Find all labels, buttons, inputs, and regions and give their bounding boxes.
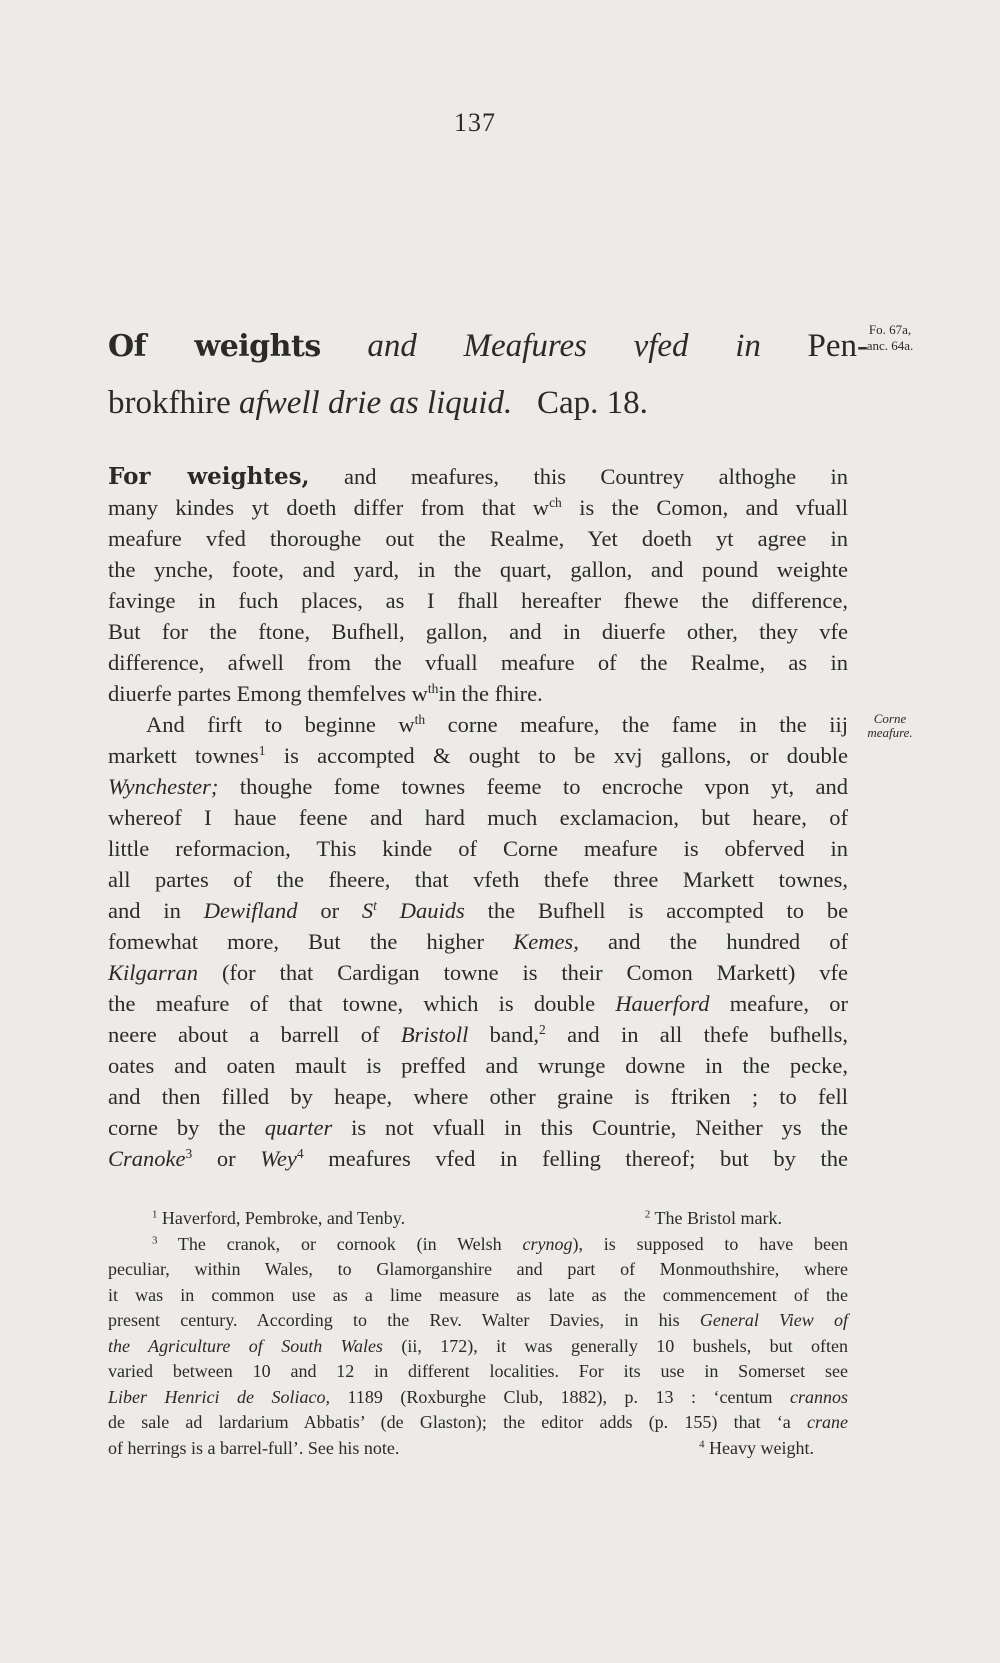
text-span: And firft to beginne w <box>146 712 415 737</box>
title-line <box>108 375 868 431</box>
text-span: corne by the <box>108 1115 246 1140</box>
chapter-number: Cap. 18. <box>536 385 648 421</box>
italic-span: crane <box>807 1412 849 1432</box>
folio-note-line: Fo. 67a, <box>868 322 912 337</box>
italic-span: crannos <box>790 1386 849 1407</box>
corne-note-line: Corne <box>873 711 907 726</box>
text-line: But for the ftone, Bufhell, gallon, and in diuerfe other, they vfe <box>108 619 848 644</box>
italic-span: Kilgarran <box>108 960 199 985</box>
footnote-ref[interactable]: 3 <box>185 1145 193 1161</box>
italic-span: Wynchester; <box>108 774 219 799</box>
text-line <box>108 1143 848 1174</box>
italic-span: Liber Henrici de Soliaco, <box>108 1386 330 1407</box>
footnote-line <box>108 1385 848 1411</box>
title-italic: afwell drie as liquid. <box>239 385 513 421</box>
text-span: diuerfe partes Emong themfelves w <box>108 681 428 706</box>
text-line: all partes of the fheere, that vfeth thefe three Markett townes, <box>108 867 848 892</box>
footnote-3 <box>108 1232 848 1258</box>
text-span: the meafure of that towne, which is double <box>108 991 596 1016</box>
footnote-line <box>108 1334 848 1360</box>
text-line <box>108 988 848 1019</box>
text-span: (for that Cardigan towne is their Comon Markett) vfe <box>221 960 849 985</box>
text-span: and meafures, this Countrey althoghe in <box>344 464 848 489</box>
title-roman: brokfhire <box>108 385 231 421</box>
text-span: thoughe fome townes feeme to encroche vpon yt, and <box>239 774 849 799</box>
text-line <box>108 678 848 709</box>
italic-span: Hauerford <box>615 991 710 1016</box>
italic-span: General View of <box>699 1310 848 1330</box>
italic-span: quarter <box>264 1115 333 1140</box>
text-span: neere about a barrell of <box>108 1022 380 1047</box>
text-line: difference, afwell from the vfuall meafure of the Realme, as in <box>108 650 848 675</box>
footnote-1 <box>152 1206 405 1232</box>
footnote-number: 3 <box>152 1234 158 1247</box>
text-span: 1189 (Roxburghe Club, 1882), p. 13 : ‘centum <box>347 1386 773 1407</box>
italic-span: Dewifland <box>203 898 298 923</box>
text-span: band, <box>489 1022 540 1047</box>
text-span: de sale ad lardarium Abbatis’ (de Glaston); the editor adds (p. 155) that ‘a <box>108 1412 791 1432</box>
text-line: little reformacion, This kinde of Corne meafure is obferved in <box>108 836 848 861</box>
superscript: th <box>414 711 426 727</box>
text-span: the Bufhell is accompted to be <box>487 898 849 923</box>
text-span: and the hundred of <box>608 929 848 954</box>
text-span: is accompted & ought to be xvj gallons, or double <box>283 743 848 768</box>
text-span: in the fhire. <box>438 681 543 706</box>
text-span: (ii, 172), it was generally 10 bushels, but often <box>401 1335 848 1356</box>
footnote-line: of herrings is a barrel-full’. See his note. <box>108 1437 400 1458</box>
text-span: corne meafure, the fame in the iij <box>447 712 848 737</box>
italic-span: Cranoke <box>108 1146 186 1171</box>
footnote-row <box>108 1206 848 1232</box>
text-line: the ynche, foote, and yard, in the quart, gallon, and pound weighte <box>108 557 848 582</box>
text-line <box>108 895 848 926</box>
text-line <box>108 1112 848 1143</box>
text-span: markett townes <box>108 743 259 768</box>
text-span: is not vfuall in this Countrie, Neither ys the <box>351 1115 849 1140</box>
footnote-line: varied between 10 and 12 in different localities. For its use in Somerset see <box>108 1361 848 1381</box>
corne-margin-note <box>855 712 925 740</box>
superscript: ch <box>549 494 562 510</box>
footnote-2 <box>645 1206 782 1232</box>
text-line: whereof I haue feene and hard much exclamacion, but heare, of <box>108 805 848 830</box>
text-line <box>108 740 848 771</box>
text-span: many kindes yt doeth differ from that w <box>108 495 550 520</box>
italic-span: S <box>361 898 374 923</box>
text-line <box>108 771 848 802</box>
footnote-text: The Bristol mark. <box>654 1208 782 1228</box>
footnote-4 <box>699 1436 814 1462</box>
text-span: and in all thefe bufhells, <box>567 1022 849 1047</box>
footnote-number: 1 <box>152 1208 158 1221</box>
italic-span: Wey <box>260 1146 297 1171</box>
footnote-row <box>108 1436 848 1462</box>
text-span: ), is supposed to have been <box>572 1233 848 1254</box>
text-span: or <box>216 1146 236 1171</box>
text-span: or <box>320 898 340 923</box>
footnote-line: peculiar, within Wales, to Glamorganshire and part of Monmouthshire, where <box>108 1259 848 1279</box>
footnote-number: 4 <box>699 1438 705 1451</box>
footnotes <box>108 1206 848 1461</box>
footnote-text: Heavy weight. <box>709 1437 814 1458</box>
text-line: meafure vfed thoroughe out the Realme, Yet doeth yt agree in <box>108 526 848 551</box>
paragraph-lead: For weightes, <box>108 463 310 490</box>
text-span: is the Comon, and vfuall <box>579 495 848 520</box>
text-line: oates and oaten mault is preffed and wrunge downe in the pecke, <box>108 1053 848 1078</box>
italic-span: crynog <box>522 1233 573 1254</box>
text-line: favinge in fuch places, as I fhall hereafter fhewe the difference, <box>108 588 848 613</box>
title-roman: Pen- <box>807 328 869 364</box>
text-span: fomewhat more, But the higher <box>108 929 485 954</box>
text-line: and then filled by heape, where other graine is ftriken ; to fell <box>108 1084 848 1109</box>
title-italic: and Meafures vfed in <box>367 328 761 364</box>
superscript: th <box>427 680 439 696</box>
text-line <box>108 492 848 523</box>
footnote-line <box>108 1410 848 1436</box>
folio-note-line: anc. 64a. <box>866 338 914 353</box>
text-line <box>108 461 848 492</box>
footnote-ref[interactable]: 4 <box>296 1145 304 1161</box>
text-span: The cranok, or cornook (in Welsh <box>177 1233 502 1254</box>
text-span: meafures vfed in felling thereof; but by the <box>328 1146 849 1171</box>
italic-span: Dauids <box>399 898 465 923</box>
text-line <box>108 957 848 988</box>
footnote-number: 2 <box>644 1208 651 1221</box>
text-span: meafure, or <box>729 991 849 1016</box>
text-span: present century. According to the Rev. Walter Davies, in his <box>108 1310 680 1330</box>
page-number: 137 <box>454 108 496 137</box>
italic-span: the Agriculture of South Wales <box>108 1335 383 1356</box>
italic-span: Kemes, <box>513 929 579 954</box>
superscript: t <box>373 897 377 913</box>
text-span: and in <box>108 898 181 923</box>
footnote-text: Haverford, Pembroke, and Tenby. <box>161 1208 406 1228</box>
footnote-line <box>108 1308 848 1334</box>
footnote-ref[interactable]: 1 <box>258 742 266 758</box>
text-line <box>108 709 848 740</box>
footnote-line: it was in common use as a lime measure as late as the commencement of the <box>108 1284 848 1305</box>
title-blackletter: Of weights <box>108 329 321 364</box>
italic-span: Bristoll <box>400 1022 469 1047</box>
body-text <box>108 461 848 1174</box>
footnote-ref[interactable]: 2 <box>539 1021 546 1037</box>
title-line <box>108 318 868 375</box>
text-line <box>108 926 848 957</box>
chapter-title <box>108 318 868 431</box>
text-line <box>108 1019 848 1050</box>
corne-note-line: meafure. <box>867 725 913 740</box>
